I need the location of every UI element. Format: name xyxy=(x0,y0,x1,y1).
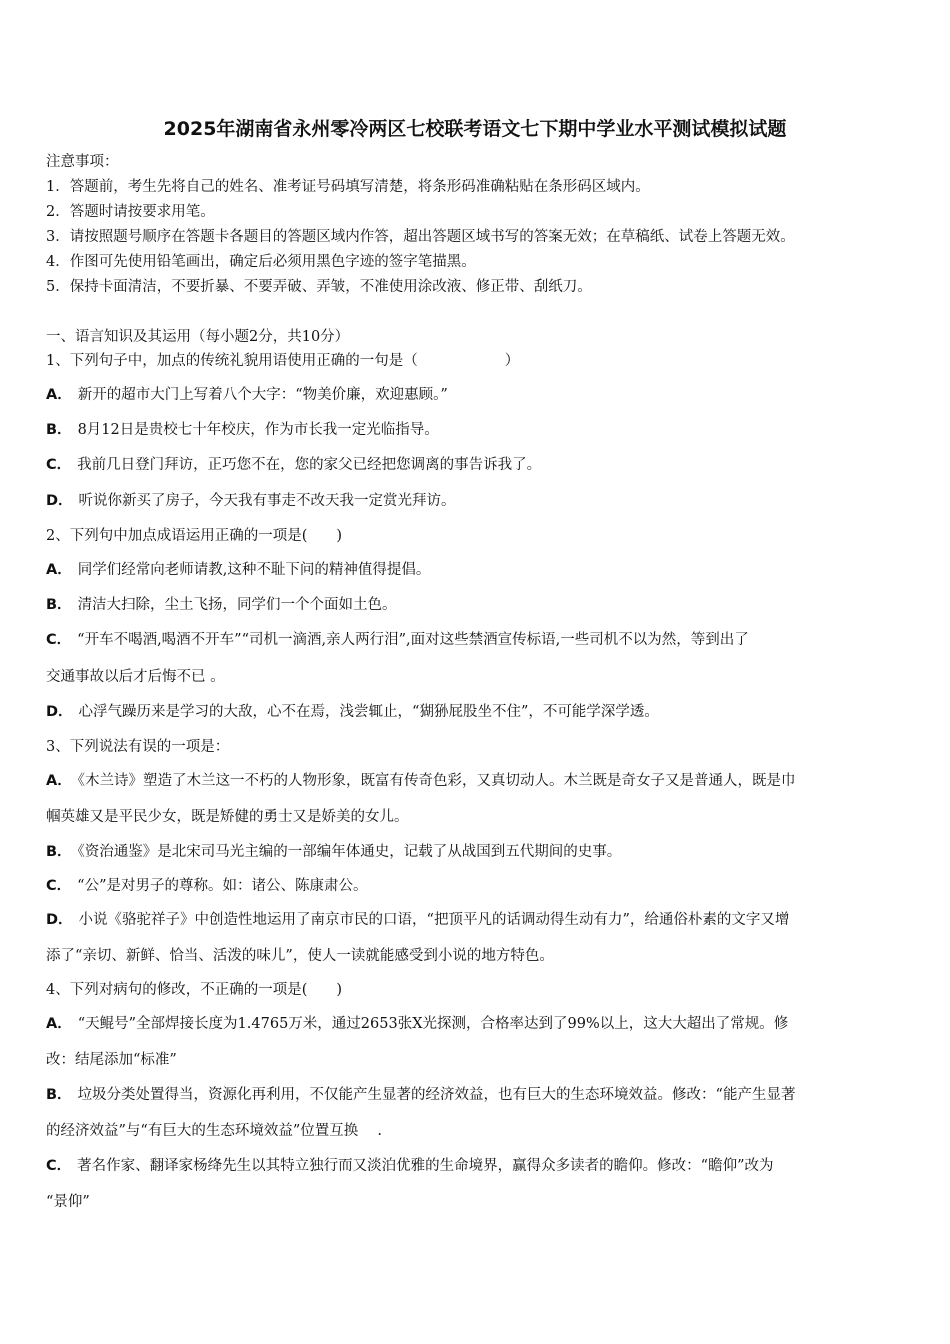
option-letter: A． xyxy=(46,387,72,403)
option-text: “天鲲号”全部焊接长度为1.4765万米，通过2653张X光探测，合格率达到了99%以上，这大大超出了常规。修 xyxy=(77,1016,789,1032)
section-heading: 一、语言知识及其运用（每小题2分，共10分） xyxy=(46,329,350,345)
q3-option-d-cont: 添了“亲切、新鲜、恰当、活泼的味儿”，使人一读就能感受到小说的地方特色。 xyxy=(46,948,554,964)
option-letter: B． xyxy=(46,844,72,860)
option-text: 垃圾分类处置得当，资源化再利用，不仅能产生显著的经济效益，也有巨大的生态环境效益。修改：“能产生显著 xyxy=(77,1087,796,1103)
option-letter: C． xyxy=(46,457,72,473)
option-letter: B． xyxy=(46,1087,72,1103)
option-letter: C． xyxy=(46,878,72,894)
q1-option-a xyxy=(46,385,908,405)
option-letter: D． xyxy=(46,493,73,509)
option-text: “开车不喝酒,喝酒不开车”“司机一滴酒,亲人两行泪”,面对这些禁酒宣传标语,一些司机不以为然，等到出了 xyxy=(77,632,749,648)
option-letter: A． xyxy=(46,773,72,789)
option-letter: C． xyxy=(46,632,72,648)
notice-heading: 注意事项： xyxy=(46,154,119,170)
option-text: 《木兰诗》塑造了木兰这一不朽的人物形象，既富有传奇色彩，又真切动人。木兰既是奇女子又是普通人，既是巾 xyxy=(77,773,796,789)
q2-stem: 2、下列句中加点成语运用正确的一项是( ) xyxy=(46,528,343,544)
option-text: 我前几日登门拜访，正巧您不在，您的家父已经把您调离的事告诉我了。 xyxy=(77,457,542,473)
option-letter: B． xyxy=(46,597,72,613)
q4-option-c-cont: “景仰” xyxy=(46,1194,90,1210)
option-text: 新开的超市大门上写着八个大字：“物美价廉，欢迎惠顾。” xyxy=(77,387,448,403)
option-letter: D． xyxy=(46,912,73,928)
option-letter: B． xyxy=(46,422,72,438)
option-text: 心浮气躁历来是学习的大敌，心不在焉，浅尝辄止，“猢狲屁股坐不住”，不可能学深学透。 xyxy=(78,704,659,720)
option-text: 同学们经常向老师请教,这种不耻下问的精神值得提倡。 xyxy=(77,562,431,578)
q3-option-a-cont: 帼英雄又是平民少女，既是矫健的勇士又是娇美的女儿。 xyxy=(46,809,409,825)
q3-stem: 3、下列说法有误的一项是： xyxy=(46,739,230,755)
q1-option-c xyxy=(46,455,908,475)
page-title: 2025年湖南省永州零冷两区七校联考语文七下期中学业水平测试模拟试题 xyxy=(163,118,787,140)
q3-option-b xyxy=(46,842,908,862)
q1-option-b xyxy=(46,420,908,440)
notice-item-5: 5．保持卡面清洁，不要折暴、不要弄破、弄皱，不准使用涂改液、修正带、刮纸刀。 xyxy=(46,279,592,295)
option-letter: A． xyxy=(46,562,72,578)
q4-option-c xyxy=(46,1156,908,1176)
q4-option-b xyxy=(46,1085,908,1105)
q4-stem: 4、下列对病句的修改，不正确的一项是( ) xyxy=(46,982,343,998)
q2-option-c-cont: 交通事故以后才后悔不已 。 xyxy=(46,669,225,685)
option-letter: C． xyxy=(46,1158,72,1174)
option-letter: A． xyxy=(46,1016,72,1032)
notice-item-1: 1．答题前，考生先将自己的姓名、准考证号码填写清楚，将条形码准确粘贴在条形码区域内。 xyxy=(46,179,650,195)
q3-option-a xyxy=(46,771,908,791)
notice-item-4: 4．作图可先使用铅笔画出，确定后必须用黑色字迹的签字笔描黑。 xyxy=(46,254,476,270)
q2-option-b xyxy=(46,595,908,615)
option-text: 听说你新买了房子，今天我有事走不改天我一定赏光拜访。 xyxy=(78,493,456,509)
option-text: 《资治通鉴》是北宋司马光主编的一部编年体通史，记载了从战国到五代期间的史事。 xyxy=(77,844,622,860)
option-text: 清洁大扫除，尘土飞扬，同学们一个个面如土色。 xyxy=(77,597,397,613)
option-text: 8月12日是贵校七十年校庆，作为市长我一定光临指导。 xyxy=(77,422,439,438)
q1-stem: 1、下列句子中，加点的传统礼貌用语使用正确的一句是（ ） xyxy=(46,353,520,369)
option-letter: D． xyxy=(46,704,73,720)
option-text: 著名作家、翻译家杨绛先生以其特立独行而又淡泊优雅的生命境界，赢得众多读者的瞻仰。修改：“瞻仰”改为 xyxy=(77,1158,774,1174)
q4-option-a xyxy=(46,1014,908,1034)
option-text: “公”是对男子的尊称。如：诸公、陈康肃公。 xyxy=(77,878,368,894)
notice-item-2: 2．答题时请按要求用笔。 xyxy=(46,204,215,220)
q3-option-c xyxy=(46,876,908,896)
q2-option-d xyxy=(46,702,908,722)
q1-option-d xyxy=(46,491,908,511)
q2-option-c xyxy=(46,630,908,650)
option-text: 小说《骆驼祥子》中创造性地运用了南京市民的口语，“把顶平凡的话调动得生动有力”，给通俗朴素的文字又增 xyxy=(78,912,790,928)
q4-option-a-cont: 改：结尾添加“标准” xyxy=(46,1052,177,1068)
q3-option-d xyxy=(46,910,908,930)
q2-option-a xyxy=(46,560,908,580)
notice-item-3: 3．请按照题号顺序在答题卡各题目的答题区域内作答，超出答题区域书写的答案无效；在草稿纸、试卷上答题无效。 xyxy=(46,229,795,245)
q4-option-b-cont: 的经济效益”与“有巨大的生态环境效益”位置互换 . xyxy=(46,1123,382,1139)
